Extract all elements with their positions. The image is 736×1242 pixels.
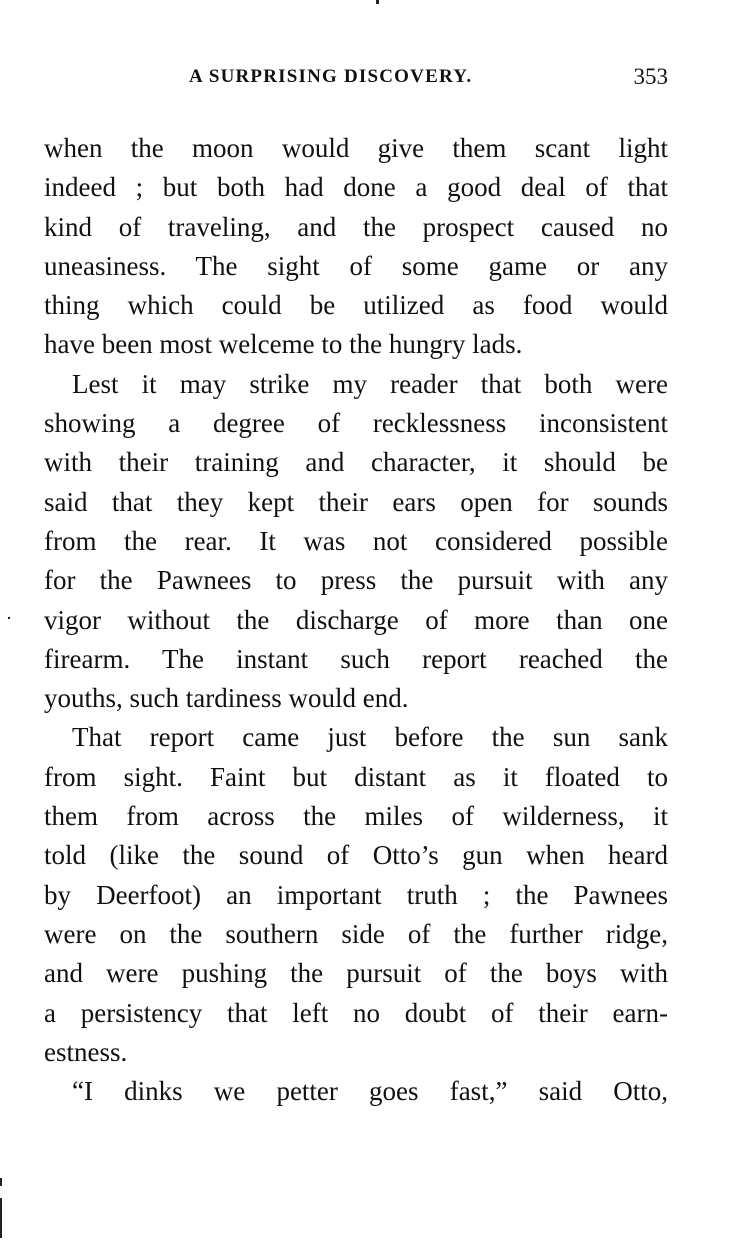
text-line: from sight. Faint but distant as it floated to (44, 761, 668, 792)
text-line: estness. (44, 1036, 128, 1067)
print-speck-top (376, 0, 379, 4)
text-line: for the Pawnees to press the pursuit with any (44, 565, 668, 596)
text-line: kind of traveling, and the prospect caused no (44, 211, 668, 242)
text-line: from the rear. It was not considered possible (44, 525, 668, 556)
text-line: “I dinks we petter goes fast,” said Otto, (72, 1076, 668, 1107)
page-edge-mark-1 (0, 1178, 2, 1186)
text-line: thing which could be utilized as food would (44, 290, 668, 321)
text-line: told (like the sound of Otto’s gun when heard (44, 840, 668, 871)
text-line: Lest it may strike my reader that both were (72, 368, 668, 399)
text-line: vigor without the discharge of more than one (44, 604, 668, 635)
chapter-title: A SURPRISING DISCOVERY. (189, 66, 473, 87)
text-line: and were pushing the pursuit of the boys with (44, 958, 668, 989)
page-number: 353 (633, 64, 668, 89)
text-line: a persistency that left no doubt of their earn- (44, 997, 668, 1028)
page-edge-mark-2 (0, 1198, 2, 1238)
text-line: with their training and character, it should be (44, 447, 668, 478)
text-line: them from across the miles of wilderness, it (44, 801, 668, 832)
paragraph-2 (44, 365, 668, 719)
text-line: said that they kept their ears open for sounds (44, 486, 668, 517)
text-line: firearm. The instant such report reached the (44, 643, 668, 674)
text-line: by Deerfoot) an important truth ; the Pawnees (44, 879, 668, 910)
running-head (44, 66, 668, 98)
paragraph-1 (44, 129, 668, 365)
text-line: That report came just before the sun sank (72, 722, 668, 753)
text-line: uneasiness. The sight of some game or any (44, 250, 668, 281)
text-line: showing a degree of recklessness inconsistent (44, 408, 668, 439)
text-line: have been most welceme to the hungry lads. (44, 329, 523, 360)
text-line: when the moon would give them scant light (44, 133, 668, 163)
paragraph-3 (44, 718, 668, 1072)
body-text (44, 129, 668, 1111)
text-line: were on the southern side of the further ridge, (44, 918, 668, 949)
paragraph-4 (44, 1072, 668, 1111)
text-line: indeed ; but both had done a good deal of that (44, 172, 668, 203)
text-line: youths, such tardiness would end. (44, 683, 409, 714)
print-speck-left (8, 617, 10, 619)
